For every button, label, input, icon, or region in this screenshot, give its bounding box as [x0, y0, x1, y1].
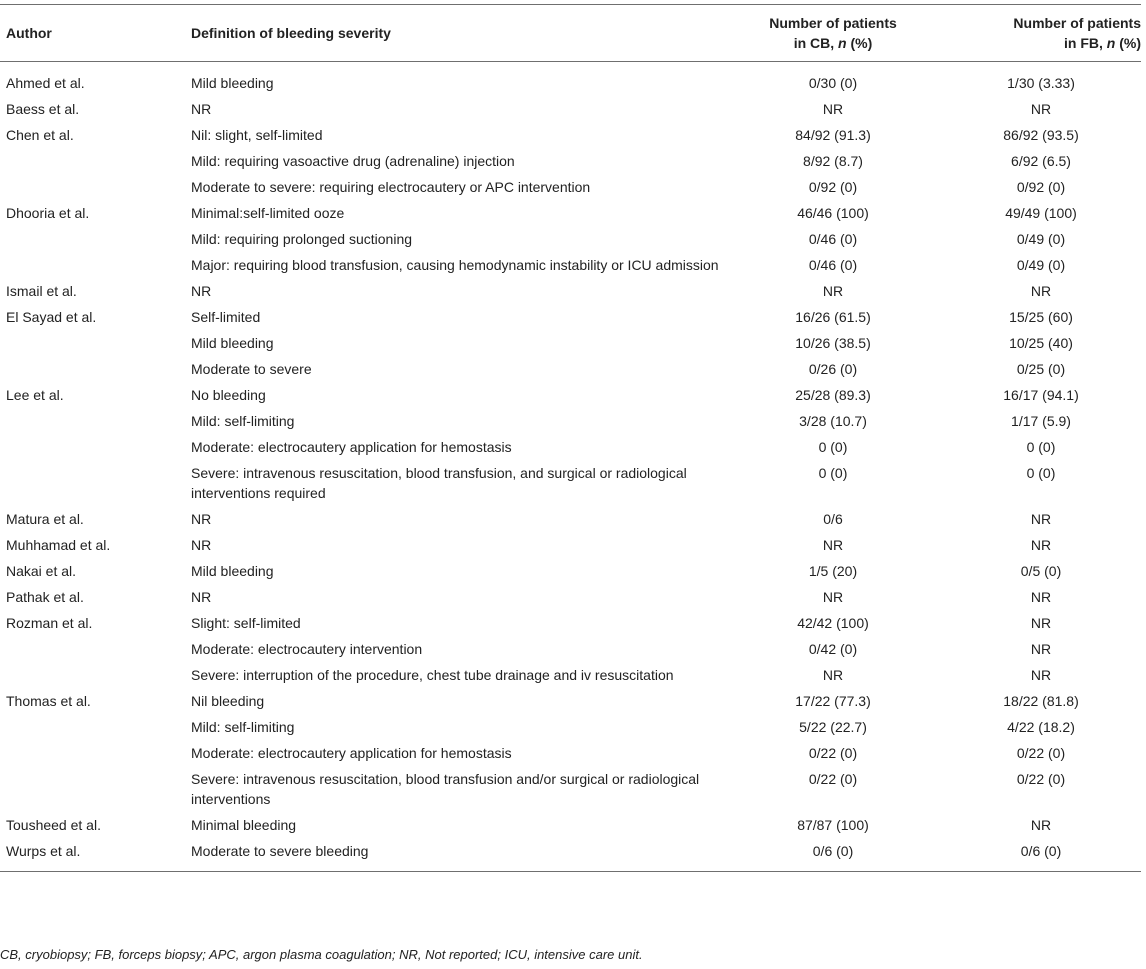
cell-fb-patients: 10/25 (40) — [1009, 335, 1073, 351]
cell-cb-patients: 0 (0) — [818, 439, 848, 455]
table-row — [0, 812, 1141, 838]
cell-author — [0, 356, 185, 382]
cell-cb-patients: NR — [822, 667, 844, 683]
cell-cb-patients: NR — [822, 283, 844, 299]
cell-author — [0, 636, 185, 662]
cell-author: Dhooria et al. — [6, 205, 90, 221]
table-row — [0, 662, 1141, 688]
table-row — [0, 330, 1141, 356]
table-row — [0, 506, 1141, 532]
cell-definition: Mild bleeding — [191, 335, 274, 351]
cell-definition: Moderate: electrocautery intervention — [191, 641, 423, 657]
cell-definition: Moderate to severe — [191, 361, 312, 377]
table-row — [0, 408, 1141, 434]
cell-cb-patients: 0/46 (0) — [808, 231, 858, 247]
cell-definition: Severe: intravenous resuscitation, blood transfusion, and surgical or radiological interventions required — [191, 465, 687, 501]
cell-cb-patients: 0/30 (0) — [808, 75, 858, 91]
cell-author: Rozman et al. — [6, 615, 93, 631]
table-row — [0, 278, 1141, 304]
cell-fb-patients: 18/22 (81.8) — [1003, 693, 1079, 709]
cell-definition: NR — [191, 511, 212, 527]
cell-definition: Moderate to severe bleeding — [191, 843, 369, 859]
cell-cb-patients: 0/42 (0) — [808, 641, 858, 657]
cell-fb-patients: 0/22 (0) — [1016, 745, 1066, 761]
cell-author — [0, 434, 185, 460]
cell-author: Baess et al. — [6, 101, 80, 117]
cell-author: Muhhamad et al. — [6, 537, 111, 553]
table-row — [0, 610, 1141, 636]
cell-definition: Slight: self-limited — [191, 615, 301, 631]
cell-author — [0, 766, 185, 812]
cell-fb-patients: NR — [1030, 667, 1052, 683]
table-row — [0, 584, 1141, 610]
cell-definition: Moderate to severe: requiring electrocautery or APC intervention — [191, 179, 591, 195]
cell-fb-patients: 0/5 (0) — [1020, 563, 1062, 579]
table-row — [0, 532, 1141, 558]
cell-definition: NR — [191, 537, 212, 553]
cell-fb-patients: NR — [1030, 537, 1052, 553]
cell-fb-patients: 1/30 (3.33) — [1007, 75, 1075, 91]
table-row — [0, 558, 1141, 584]
cell-fb-patients: 1/17 (5.9) — [1011, 413, 1071, 429]
table-row — [0, 460, 1141, 506]
cell-fb-patients: 0/6 (0) — [1020, 843, 1062, 859]
cell-definition: No bleeding — [191, 387, 266, 403]
header-author: Author — [6, 25, 52, 41]
cell-author — [0, 740, 185, 766]
cell-author — [0, 226, 185, 252]
cell-cb-patients: 1/5 (20) — [808, 563, 858, 579]
cell-definition: NR — [191, 101, 212, 117]
cell-fb-patients: NR — [1030, 283, 1052, 299]
header-fb-line2-prefix: in FB, — [1063, 35, 1107, 51]
table-row — [0, 226, 1141, 252]
cell-definition: Mild: self-limiting — [191, 413, 295, 429]
cell-definition: Mild bleeding — [191, 563, 274, 579]
table-row — [0, 252, 1141, 278]
cell-cb-patients: 0 (0) — [818, 465, 848, 481]
cell-author — [0, 408, 185, 434]
cell-fb-patients: 49/49 (100) — [1005, 205, 1077, 221]
cell-definition: Minimal:self-limited ooze — [191, 205, 345, 221]
header-cb-line2-suffix: (%) — [846, 35, 873, 51]
cell-definition: Severe: intravenous resuscitation, blood transfusion and/or surgical or radiological interventions — [191, 771, 700, 807]
cell-author: Ahmed et al. — [6, 75, 85, 91]
table-row — [0, 304, 1141, 330]
cell-cb-patients: 5/22 (22.7) — [799, 719, 867, 735]
cell-author: Ismail et al. — [6, 283, 77, 299]
cell-cb-patients: 84/92 (91.3) — [795, 127, 871, 143]
table-row — [0, 740, 1141, 766]
cell-cb-patients: NR — [822, 589, 844, 605]
header-definition: Definition of bleeding severity — [191, 25, 391, 41]
cell-author — [0, 330, 185, 356]
header-fb-line2-suffix: (%) — [1115, 35, 1141, 51]
table-body — [0, 62, 1141, 872]
cell-cb-patients: 10/26 (38.5) — [795, 335, 871, 351]
header-cb-n: n — [838, 35, 847, 51]
table-row — [0, 714, 1141, 740]
cell-cb-patients: NR — [822, 537, 844, 553]
cell-cb-patients: NR — [822, 101, 844, 117]
cell-fb-patients: 16/17 (94.1) — [1003, 387, 1079, 403]
table-row — [0, 62, 1141, 97]
cell-fb-patients: NR — [1030, 615, 1052, 631]
table-row — [0, 148, 1141, 174]
cell-cb-patients: 0/22 (0) — [808, 771, 858, 787]
cell-fb-patients: 6/92 (6.5) — [1011, 153, 1071, 169]
cell-fb-patients: 0 (0) — [1026, 439, 1056, 455]
table-row — [0, 200, 1141, 226]
cell-cb-patients: 42/42 (100) — [797, 615, 869, 631]
cell-cb-patients: 87/87 (100) — [797, 817, 869, 833]
cell-fb-patients: 15/25 (60) — [1009, 309, 1073, 325]
cell-author: Chen et al. — [6, 127, 74, 143]
header-cb-line2-prefix: in CB, — [793, 35, 839, 51]
cell-cb-patients: 0/6 — [823, 511, 843, 527]
cell-cb-patients: 8/92 (8.7) — [803, 153, 863, 169]
cell-fb-patients: 0/92 (0) — [1016, 179, 1066, 195]
cell-definition: Major: requiring blood transfusion, causing hemodynamic instability or ICU admission — [191, 257, 719, 273]
cell-fb-patients: 4/22 (18.2) — [1007, 719, 1075, 735]
cell-fb-patients: NR — [1030, 589, 1052, 605]
cell-author: Pathak et al. — [6, 589, 84, 605]
table-row — [0, 122, 1141, 148]
cell-cb-patients: 3/28 (10.7) — [799, 413, 867, 429]
table-footnote: CB, cryobiopsy; FB, forceps biopsy; APC, argon plasma coagulation; NR, Not reported; ICU, intensive care unit. — [0, 947, 643, 962]
cell-cb-patients: 16/26 (61.5) — [795, 309, 871, 325]
cell-definition: Self-limited — [191, 309, 261, 325]
cell-definition: Moderate: electrocautery application for hemostasis — [191, 439, 512, 455]
cell-cb-patients: 0/92 (0) — [808, 179, 858, 195]
cell-author: El Sayad et al. — [6, 309, 97, 325]
cell-author — [0, 174, 185, 200]
cell-author: Lee et al. — [6, 387, 64, 403]
cell-fb-patients: 0 (0) — [1026, 465, 1056, 481]
cell-cb-patients: 0/22 (0) — [808, 745, 858, 761]
header-cb-line1: Number of patients — [769, 15, 897, 31]
cell-fb-patients: NR — [1030, 641, 1052, 657]
bleeding-severity-table — [0, 4, 1141, 872]
cell-cb-patients: 0/6 (0) — [812, 843, 854, 859]
cell-definition: Moderate: electrocautery application for hemostasis — [191, 745, 512, 761]
cell-fb-patients: NR — [1030, 817, 1052, 833]
cell-definition: Minimal bleeding — [191, 817, 297, 833]
cell-author: Wurps et al. — [6, 843, 81, 859]
cell-fb-patients: 0/49 (0) — [1016, 257, 1066, 273]
cell-definition: Nil: slight, self-limited — [191, 127, 323, 143]
cell-author — [0, 714, 185, 740]
header-fb-line1: Number of patients — [1013, 15, 1141, 31]
header-fb-n: n — [1106, 35, 1116, 51]
cell-author — [0, 148, 185, 174]
cell-definition: Severe: interruption of the procedure, chest tube drainage and iv resuscitation — [191, 667, 674, 683]
cell-cb-patients: 17/22 (77.3) — [795, 693, 871, 709]
cell-author — [0, 662, 185, 688]
cell-author — [0, 460, 185, 506]
table-row — [0, 96, 1141, 122]
cell-fb-patients: 0/49 (0) — [1016, 231, 1066, 247]
table-row — [0, 382, 1141, 408]
table-row — [0, 434, 1141, 460]
cell-definition: NR — [191, 589, 212, 605]
cell-definition: Mild: self-limiting — [191, 719, 295, 735]
table-row — [0, 766, 1141, 812]
header-fb-patients — [941, 5, 1141, 62]
table-row — [0, 356, 1141, 382]
cell-fb-patients: 86/92 (93.5) — [1003, 127, 1079, 143]
cell-cb-patients: 0/26 (0) — [808, 361, 858, 377]
table-row — [0, 636, 1141, 662]
cell-cb-patients: 0/46 (0) — [808, 257, 858, 273]
cell-fb-patients: NR — [1030, 511, 1052, 527]
table-row — [0, 174, 1141, 200]
cell-definition: Nil bleeding — [191, 693, 265, 709]
cell-definition: Mild: requiring prolonged suctioning — [191, 231, 413, 247]
table-header-row — [0, 5, 1141, 62]
cell-author: Nakai et al. — [6, 563, 77, 579]
cell-author: Thomas et al. — [6, 693, 91, 709]
cell-cb-patients: 25/28 (89.3) — [795, 387, 871, 403]
table-row — [0, 688, 1141, 714]
table-row — [0, 838, 1141, 872]
cell-definition: Mild bleeding — [191, 75, 274, 91]
cell-fb-patients: 0/22 (0) — [1016, 771, 1066, 787]
header-cb-patients — [725, 5, 941, 62]
cell-definition: Mild: requiring vasoactive drug (adrenaline) injection — [191, 153, 515, 169]
cell-author: Matura et al. — [6, 511, 84, 527]
cell-fb-patients: 0/25 (0) — [1016, 361, 1066, 377]
cell-cb-patients: 46/46 (100) — [797, 205, 869, 221]
cell-definition: NR — [191, 283, 212, 299]
cell-fb-patients: NR — [1030, 101, 1052, 117]
cell-author — [0, 252, 185, 278]
cell-author: Tousheed et al. — [6, 817, 101, 833]
